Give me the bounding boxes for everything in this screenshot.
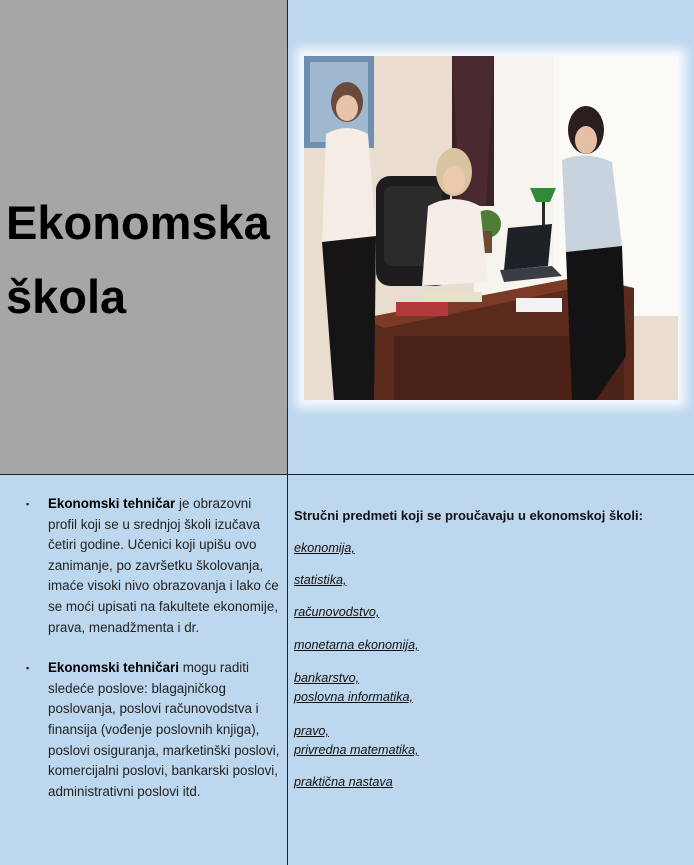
subject-link-pravo[interactable]: pravo, (294, 724, 330, 738)
bullet-item (26, 494, 282, 638)
title-line-1: Ekonomska (6, 196, 270, 249)
subjects-heading: Stručni predmeti koji se proučavaju u ekonomskoj školi: (294, 508, 643, 523)
subject-link-bankarstvo[interactable]: bankarstvo, (294, 671, 360, 685)
table-horizontal-border (0, 474, 694, 475)
subject-link-monetarna-ekonomija[interactable]: monetarna ekonomija, (294, 638, 419, 652)
profile-description-list (26, 494, 282, 822)
bullet-bold-term: Ekonomski tehničar (48, 496, 176, 511)
bullet-bold-term: Ekonomski tehničari (48, 660, 179, 676)
bullet-text: mogu raditi sledeće poslove: blagajničkog poslovanja, poslovi računovodstva i finansija (vođenje poslovnih knjiga), poslovi osiguranja, marketinški poslovi, komercijalni poslovi, bankarski poslovi, administrativni poslovi itd. (48, 660, 280, 799)
subject-link-prakticna-nastava[interactable]: praktična nastava (294, 775, 393, 789)
subject-link-racunovodstvo[interactable]: računovodstvo, (294, 605, 380, 619)
subject-link-privredna-matematika[interactable]: privredna matematika, (294, 743, 419, 757)
title-line-2: škola (6, 270, 127, 323)
bullet-text: je obrazovni profil koji se u srednjoj školi izučava četiri godine. Učenici koji upišu ovo zanimanje, po završetku školovanja, imaće visoki nivo obrazovanja i lako će se moći upisati na fakultete ekonomije, prava, menadžmenta i dr. (48, 496, 279, 635)
subject-link-poslovna-informatika[interactable]: poslovna informatika, (294, 690, 414, 704)
office-meeting-photo (304, 56, 678, 400)
subjects-cell (288, 475, 694, 865)
page-title (6, 186, 270, 334)
subject-link-statistika[interactable]: statistika, (294, 573, 347, 587)
subject-link-ekonomija[interactable]: ekonomija, (294, 541, 355, 555)
table-vertical-border (287, 0, 288, 865)
bullet-item (26, 658, 282, 802)
